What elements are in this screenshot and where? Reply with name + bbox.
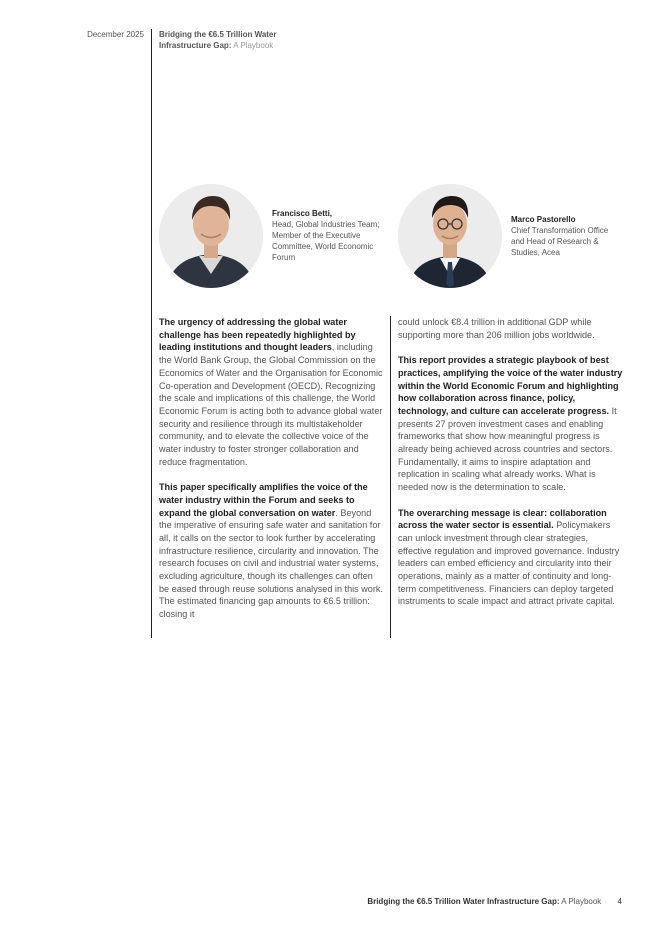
footer: [367, 897, 622, 906]
paragraph-5: [398, 507, 624, 609]
footer-title-thin: A Playbook: [561, 897, 602, 906]
paragraph-1-text: , including the World Bank Group, the Global Commission on the Economics of Water and the Organisation for Economic Co-operation and Development (OECD). Recognizing the scale and implications of this challenge, the World Economic Forum is acting both to advance global water security and resilience through its multistakeholder community, and to elevate the collective voice of the water industry to foster stronger collaboration and reduce fragmentation.: [159, 342, 383, 467]
bio-marco-pastorello: [511, 214, 621, 258]
bio-francisco-betti: [272, 208, 382, 263]
profile-name: Francisco Betti,: [272, 209, 333, 218]
paragraph-3-text: could unlock €8.4 trillion in additional GDP while supporting more than 206 million jobs worldwide.: [398, 317, 595, 340]
profile-name: Marco Pastorello: [511, 215, 576, 224]
header-title-bold: Bridging the €6.5 Trillion Water Infrastructure Gap:: [159, 30, 277, 50]
column-rule: [390, 316, 391, 638]
paragraph-1: [159, 316, 385, 468]
paragraph-2: [159, 481, 385, 621]
profile-bio: Head, Global Industries Team; Member of the Executive Committee, World Economic Forum: [272, 220, 380, 262]
header-title: [159, 30, 319, 51]
body-column-left: [159, 316, 385, 634]
page-number: 4: [617, 897, 622, 906]
paragraph-4-lead: This report provides a strategic playbook of best practices, amplifying the voice of the water industry within the World Economic Forum and highlighting how collaboration across finance, policy, technology, and culture can accelerate progress.: [398, 355, 623, 416]
paragraph-2-lead: This paper specifically amplifies the voice of the water industry within the Forum and seeks to expand the global conversation on water: [159, 482, 368, 518]
paragraph-5-text: Policymakers can unlock investment through clear strategies, effective regulation and improved governance. Industry leaders can embed efficiency and circularity into their operations, mainly as a matter of continuity and long-term competitiveness. Financiers can deploy targeted instruments to scale impact and attract private capital.: [398, 520, 620, 607]
left-rule: [151, 29, 152, 638]
portrait-francisco-betti: [159, 184, 263, 288]
header-date: December 2025: [87, 30, 144, 39]
paragraph-3: [398, 316, 624, 341]
paragraph-1-lead: The urgency of addressing the global water challenge has been repeatedly highlighted by leading institutions and thought leaders: [159, 317, 356, 353]
paragraph-4: [398, 354, 624, 494]
header-title-thin: A Playbook: [233, 40, 274, 50]
portrait-marco-pastorello: [398, 184, 502, 288]
profile-bio: Chief Transformation Office and Head of Research & Studies, Acea: [511, 226, 609, 257]
body-column-right: [398, 316, 624, 621]
footer-title-bold: Bridging the €6.5 Trillion Water Infrastructure Gap:: [367, 897, 560, 906]
paragraph-5-lead: The overarching message is clear: collaboration across the water sector is essential.: [398, 507, 607, 531]
paragraph-4-text: It presents 27 proven investment cases and enabling frameworks that show how meaningful progress is already being achieved across countries and sectors. Fundamentally, it aims to inspire adaptation and replication in scaling what already works. What is needed now is the determination to scale.: [398, 405, 617, 493]
paragraph-2-text: . Beyond the imperative of ensuring safe water and sanitation for all, it calls on the sector to look further by accelerating infrastructure resilience, circularity and innovation. The research focuses on civil and industrial water systems, excluding agriculture, though its challenges can often be eased through reuse solutions analysed in this work. The estimated financing gap amounts to €6.5 trillion: closing it: [159, 507, 383, 620]
